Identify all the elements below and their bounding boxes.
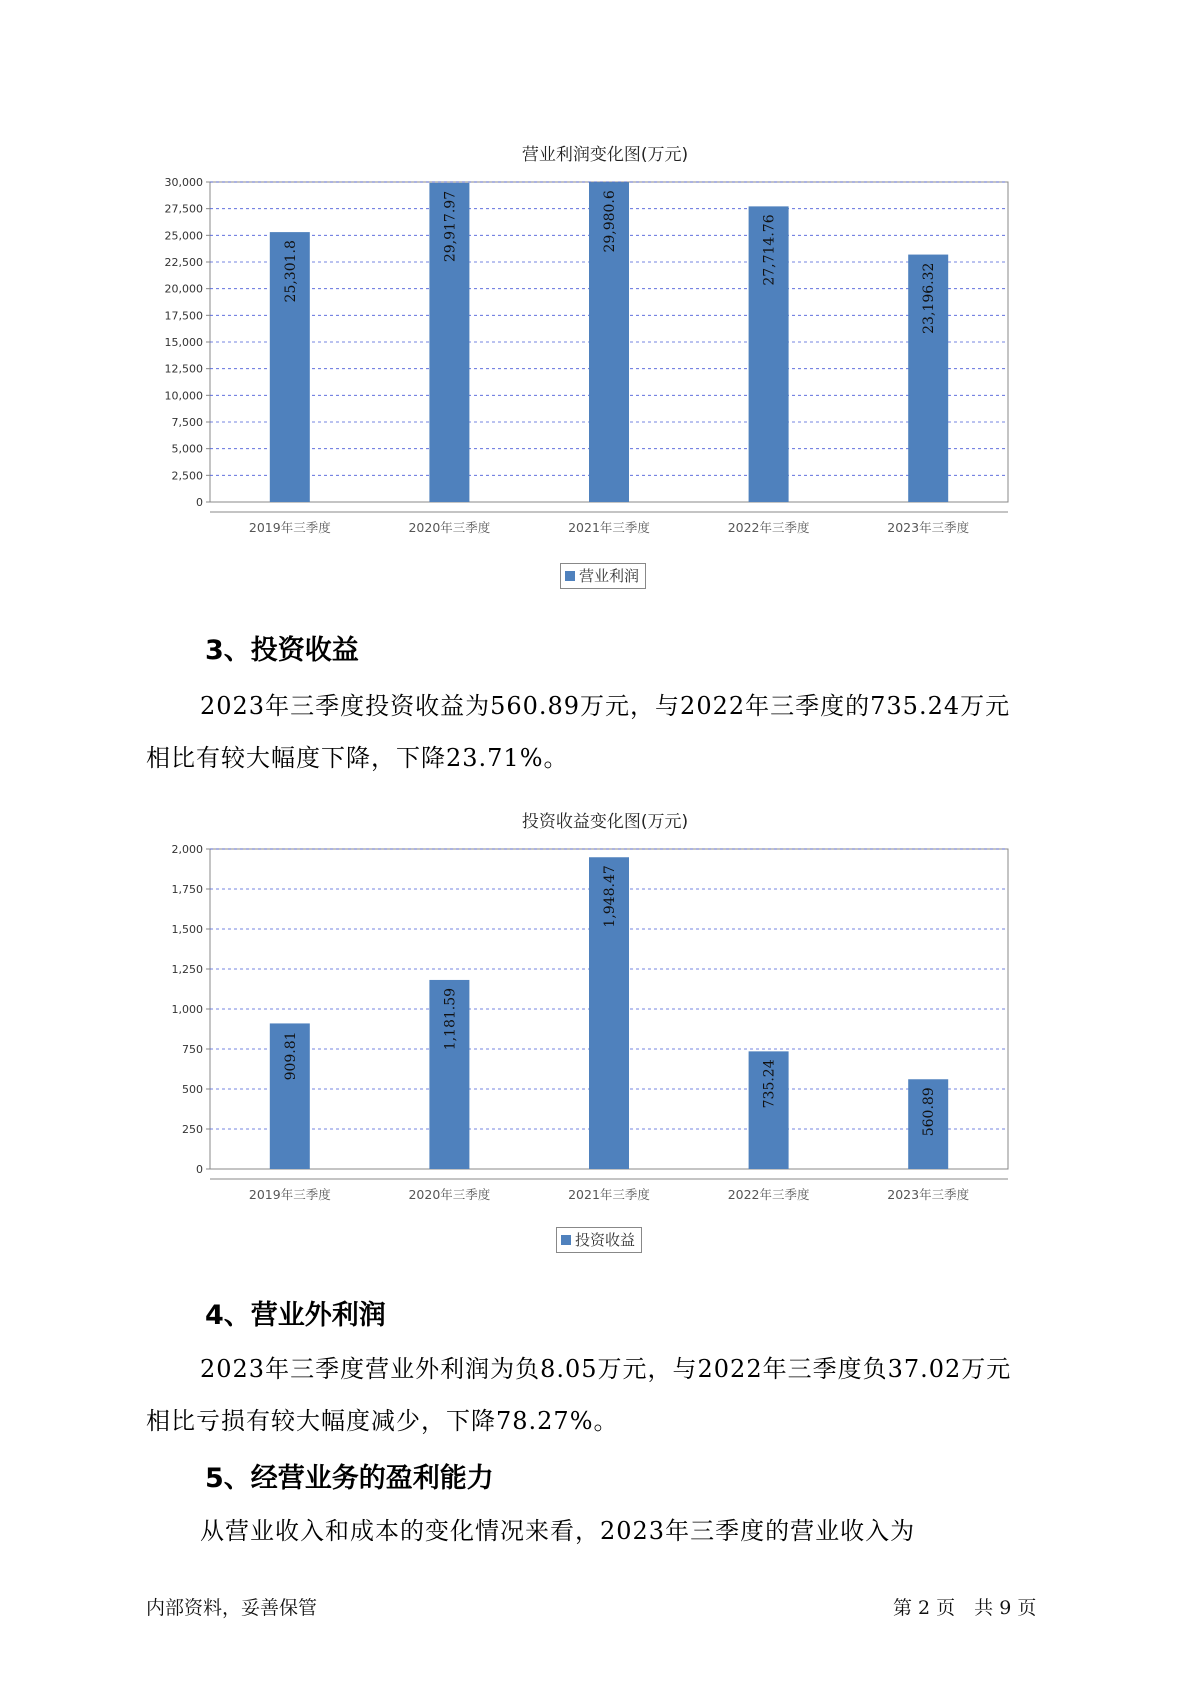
- y-tick-label: 15,000: [164, 336, 203, 349]
- y-tick-label: 1,000: [171, 1003, 203, 1016]
- y-tick-label: 1,750: [171, 883, 203, 896]
- x-tick-label: 2020年三季度: [408, 1187, 491, 1202]
- section-heading-investment-income: 3、投资收益: [205, 635, 359, 666]
- y-tick-label: 0: [196, 496, 203, 509]
- footer-confidential-note: 内部资料，妥善保管: [146, 1597, 318, 1619]
- x-tick-label: 2023年三季度: [887, 1187, 970, 1202]
- y-tick-label: 22,500: [164, 256, 203, 269]
- y-tick-label: 0: [196, 1163, 203, 1176]
- legend-label: 营业利润: [579, 567, 640, 585]
- legend-swatch: [565, 571, 575, 581]
- y-tick-label: 1,250: [171, 963, 203, 976]
- bar-data-label: 25,301.8: [282, 240, 299, 303]
- paragraph-line: 2023年三季度营业外利润为负8.05万元，与2022年三季度负37.02万元: [200, 1355, 1012, 1383]
- bar-data-label: 1,181.59: [442, 987, 459, 1051]
- bar-data-label: 27,714.76: [761, 214, 778, 286]
- chart-title: 营业利润变化图(万元): [521, 145, 689, 165]
- section-heading-non-operating-profit: 4、营业外利润: [205, 1300, 386, 1331]
- paragraph-line: 相比亏损有较大幅度减少，下降78.27%。: [146, 1407, 619, 1435]
- footer-page-number: 第 2 页 共 9 页: [893, 1597, 1037, 1619]
- legend-label: 投资收益: [575, 1231, 636, 1249]
- paragraph-line: 相比有较大幅度下降，下降23.71%。: [146, 744, 569, 772]
- investment-income-paragraph: [146, 680, 1076, 784]
- y-tick-label: 2,000: [171, 843, 203, 856]
- bar-data-label: 909.81: [282, 1031, 299, 1081]
- chart-legend: [556, 1227, 642, 1253]
- profitability-paragraph: [146, 1505, 1076, 1557]
- y-tick-label: 250: [182, 1123, 203, 1136]
- y-tick-label: 7,500: [171, 416, 203, 429]
- x-tick-label: 2019年三季度: [248, 520, 331, 535]
- section-heading-profitability: 5、经营业务的盈利能力: [205, 1463, 494, 1494]
- non-operating-profit-paragraph: [146, 1343, 1076, 1447]
- y-tick-label: 30,000: [164, 176, 203, 189]
- paragraph-line: 从营业收入和成本的变化情况来看，2023年三季度的营业收入为: [200, 1517, 916, 1545]
- x-tick-label: 2023年三季度: [887, 520, 970, 535]
- y-tick-label: 25,000: [164, 229, 203, 243]
- y-tick-label: 27,500: [164, 202, 203, 216]
- x-tick-label: 2019年三季度: [248, 1187, 331, 1202]
- y-tick-label: 5,000: [171, 442, 203, 456]
- bar-data-label: 1,948.47: [602, 865, 618, 928]
- x-tick-label: 2021年三季度: [568, 1187, 650, 1202]
- bar-data-label: 735.24: [761, 1059, 778, 1109]
- bar-data-label: 23,196.32: [921, 262, 938, 334]
- x-tick-label: 2022年三季度: [727, 1187, 810, 1202]
- y-tick-label: 2,500: [171, 469, 203, 483]
- chart-plot: [140, 837, 1070, 1257]
- bar-data-label: 29,980.6: [602, 190, 618, 253]
- bar-data-label: 29,917.97: [442, 190, 459, 263]
- y-tick-label: 750: [182, 1043, 203, 1056]
- y-tick-label: 12,500: [164, 362, 203, 376]
- y-tick-label: 500: [182, 1083, 203, 1096]
- chart-title: 投资收益变化图(万元): [521, 812, 689, 832]
- y-tick-label: 1,500: [171, 923, 203, 936]
- chart-legend: [560, 563, 646, 589]
- chart-plot: [140, 170, 1070, 590]
- y-tick-label: 10,000: [164, 389, 203, 403]
- operating-profit-chart: [140, 140, 1070, 600]
- y-tick-label: 20,000: [164, 282, 203, 296]
- investment-income-chart: [140, 807, 1070, 1267]
- y-tick-label: 17,500: [164, 309, 203, 323]
- x-tick-label: 2021年三季度: [568, 520, 650, 535]
- x-tick-label: 2020年三季度: [408, 520, 491, 535]
- bar-data-label: 560.89: [921, 1087, 938, 1137]
- x-tick-label: 2022年三季度: [727, 520, 810, 535]
- paragraph-line: 2023年三季度投资收益为560.89万元，与2022年三季度的735.24万元: [200, 692, 1011, 720]
- legend-swatch: [561, 1235, 571, 1245]
